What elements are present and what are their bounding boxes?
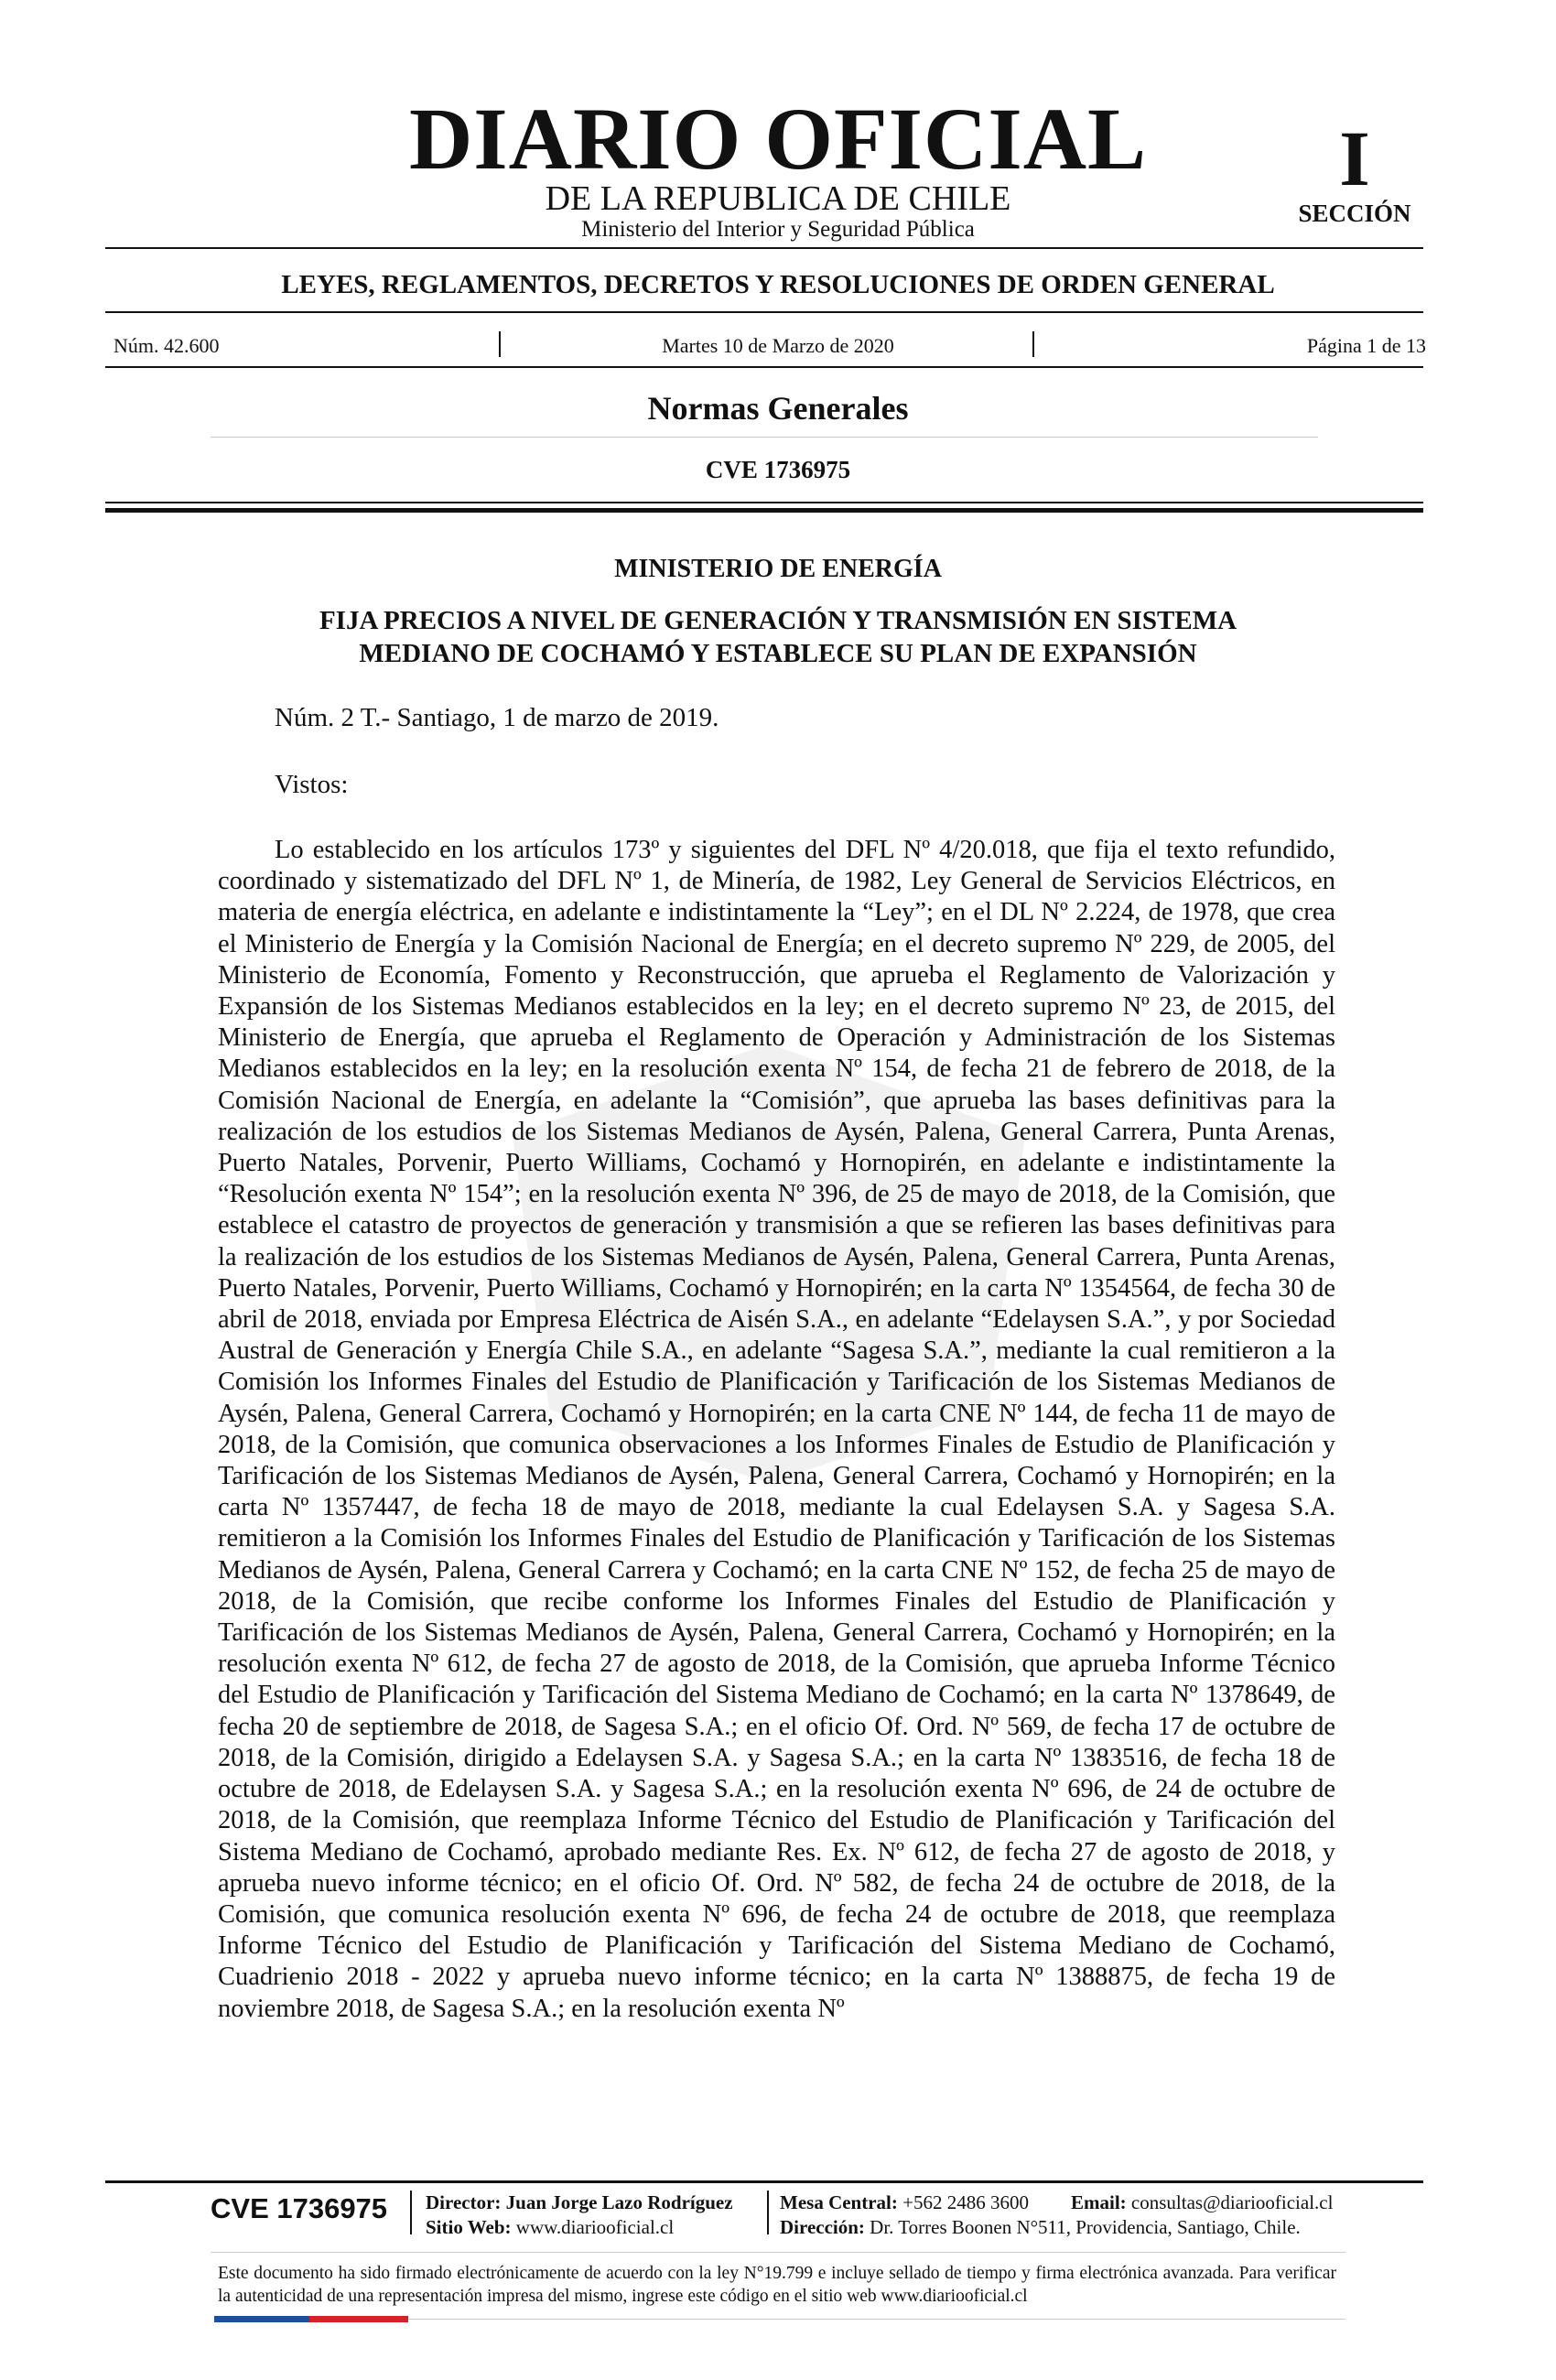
- masthead-ministry: Ministerio del Interior y Seguridad Pública: [581, 217, 975, 242]
- web-label: Sitio Web:: [426, 2216, 512, 2238]
- category-rule: [105, 311, 1423, 313]
- body-paragraph: Lo establecido en los artículos 173º y siguientes del DFL Nº 4/20.018, que fija el texto refundido, coordinado y sistematizado del DFL Nº 1, de Minería, de 1982, Ley General de Servicios Eléctricos, en materia de energía eléctrica, en adelante e indistintamente la “Ley”; en el DL Nº 2.224, de 1978, que crea el Ministerio de Energía y la Comisión Nacional de Energía; en el decreto supremo Nº 229, de 2005, del Ministerio de Economía, Fomento y Reconstrucción, que aprueba el Reglamento de Valorización y Expansión de los Sistemas Medianos establecidos en la ley; en el decreto supremo Nº 23, de 2015, del Ministerio de Energía, que aprueba el Reglamento de Operación y Administración de los Sistemas Medianos establecidos en la ley; en la resolución exenta Nº 154, de fecha 21 de febrero de 2018, de la Comisión Nacional de Energía, en adelante la “Comisión”, que aprueba las bases definitivas para la realización de los estudios de los Sistemas Medianos de Aysén, Palena, General Carrera, Punta Arenas, Puerto Natales, Porvenir, Puerto Williams, Cochamó y Hornopirén, en adelante e indistintamente la “Resolución exenta Nº 154”; en la resolución exenta Nº 396, de 25 de mayo de 2018, de la Comisión, que establece el catastro de proyectos de generación y transmisión a que se refieren las bases definitivas para la realización de los estudios de los Sistemas Medianos de Aysén, Palena, General Carrera, Punta Arenas, Puerto Natales, Porvenir, Puerto Williams, Cochamó y Hornopirén; en la carta Nº 1354564, de fecha 30 de abril de 2018, enviada por Empresa Eléctrica de Aisén S.A., en adelante “Edelaysen S.A.”, y por Sociedad Austral de Generación y Energía Chile S.A., en adelante “Sagesa S.A.”, mediante la cual remitieron a la Comisión los Informes Finales del Estudio de Planificación y Tarificación de los Sistemas Medianos de Aysén, Palena, General Carrera, Cochamó y Hornopirén; en la carta CNE Nº 144, de fecha 11 de mayo de 2018, de la Comisión, que comunica observaciones a los Informes Finales de Estudio de Planificación y Tarificación de los Sistemas Medianos de Aysén, Palena, General Carrera, Cochamó y Hornopirén; en la carta Nº 1357447, de fecha 18 de mayo de 2018, mediante la cual Edelaysen S.A. y Sagesa S.A. remitieron a la Comisión los Informes Finales del Estudio de Planificación y Tarificación de los Sistemas Medianos de Aysén, Palena, General Carrera y Cochamó; en la carta CNE Nº 152, de fecha 25 de mayo de 2018, de la Comisión, que recibe conforme los Informes Finales del Estudio de Planificación y Tarificación de los Sistemas Medianos de Aysén, Palena, General Carrera, Cochamó y Hornopirén; en la resolución exenta Nº 612, de fecha 27 de agosto de 2018, de la Comisión, que aprueba Informe Técnico del Estudio de Planificación y Tarificación del Sistema Mediano de Cochamó; en la carta Nº 1378649, de fecha 20 de septiembre de 2018, de Sagesa S.A.; en el oficio Of. Ord. Nº 569, de fecha 17 de octubre de 2018, de la Comisión, dirigido a Edelaysen S.A. y Sagesa S.A.; en la carta Nº 1383516, de fecha 18 de octubre de 2018, de Edelaysen S.A. y Sagesa S.A.; en la resolución exenta Nº 696, de 24 de octubre de 2018, de la Comisión, que reemplaza Informe Técnico del Estudio de Planificación y Tarificación del Sistema Mediano de Cochamó, aprobado mediante Res. Ex. Nº 612, de fecha 27 de agosto de 2018, y aprueba nuevo informe técnico; en el oficio Of. Ord. Nº 582, de fecha 24 de octubre de 2018, de la Comisión, que comunica resolución exenta Nº 696, de fecha 24 de octubre de 2018, que reemplaza Informe Técnico del Estudio de Planificación y Tarificación del Sistema Mediano de Cochamó, Cuadrienio 2018 - 2022 y aprueba nuevo informe técnico; en la carta Nº 1388875, de fecha 19 de noviembre 2018, de Sagesa S.A.; en la resolución exenta Nº: [218, 836, 1335, 2023]
- email-link[interactable]: consultas@diariooficial.cl: [1130, 2191, 1334, 2213]
- director-name: Juan Jorge Lazo Rodríguez: [505, 2191, 733, 2213]
- vistos-heading: Vistos:: [275, 770, 349, 799]
- issuing-ministry: MINISTERIO DE ENERGÍA: [614, 555, 942, 583]
- footer-phone: [780, 2191, 1029, 2215]
- header-double-rule-bottom: [105, 508, 1423, 513]
- section-title: Normas Generales: [647, 390, 909, 427]
- flag-stripe-blue: [214, 2316, 309, 2322]
- page-indicator: Página 1 de 13: [1306, 334, 1426, 357]
- footer-legal-notice: Este documento ha sido firmado electrónicamente de acuerdo con la ley N°19.799 e incluye sellado de tiempo y firma electrónica avanzada. Para verificar la autenticidad de una representación impresa del mismo, ingrese este código en el sitio web www.diariooficial.cl: [218, 2264, 1336, 2306]
- section-number: I: [1339, 114, 1370, 202]
- masthead-subtitle: DE LA REPUBLICA DE CHILE: [545, 179, 1011, 218]
- issue-date: Martes 10 de Marzo de 2020: [662, 334, 894, 357]
- info-rule: [105, 366, 1423, 368]
- footer-director: [426, 2191, 733, 2215]
- director-label: Director:: [426, 2191, 502, 2213]
- decree-title-line: MEDIANO DE COCHAMÓ Y ESTABLECE SU PLAN DE EXPANSIÓN: [359, 639, 1197, 668]
- cve-code: CVE 1736975: [705, 456, 851, 483]
- footer-email: [1071, 2191, 1333, 2215]
- header-double-rule-top: [105, 502, 1423, 503]
- issue-number: Núm. 42.600: [113, 334, 220, 357]
- footer-separator: [410, 2191, 412, 2234]
- email-label: Email:: [1071, 2191, 1127, 2213]
- footer-address: [780, 2215, 1301, 2240]
- masthead-rule: [105, 247, 1423, 249]
- category-heading: LEYES, REGLAMENTOS, DECRETOS Y RESOLUCIONES DE ORDEN GENERAL: [281, 270, 1275, 299]
- section-rule: [211, 437, 1318, 438]
- decree-title-line: FIJA PRECIOS A NIVEL DE GENERACIÓN Y TRANSMISIÓN EN SISTEMA: [319, 606, 1237, 635]
- footer-separator: [767, 2191, 769, 2234]
- decree-number: Núm. 2 T.- Santiago, 1 de marzo de 2019.: [275, 703, 719, 732]
- address-value: Dr. Torres Boonen N°511, Providencia, Santiago, Chile.: [870, 2216, 1301, 2238]
- footer-rule-top: [105, 2180, 1423, 2183]
- phone-label: Mesa Central:: [780, 2191, 898, 2213]
- footer-cve: CVE 1736975: [211, 2192, 388, 2224]
- footer-rule-middle: [211, 2252, 1345, 2253]
- footer-website: [426, 2215, 674, 2240]
- masthead-title: DIARIO OFICIAL: [408, 90, 1148, 188]
- flag-stripe-red: [309, 2316, 408, 2322]
- footer-rule-bottom: [408, 2319, 1345, 2320]
- info-separator: [1032, 331, 1034, 357]
- address-label: Dirección:: [780, 2216, 865, 2238]
- phone-value: +562 2486 3600: [902, 2191, 1029, 2213]
- section-label: SECCIÓN: [1298, 200, 1411, 227]
- web-link[interactable]: www.diariooficial.cl: [515, 2216, 675, 2238]
- decree-title: [0, 604, 1556, 670]
